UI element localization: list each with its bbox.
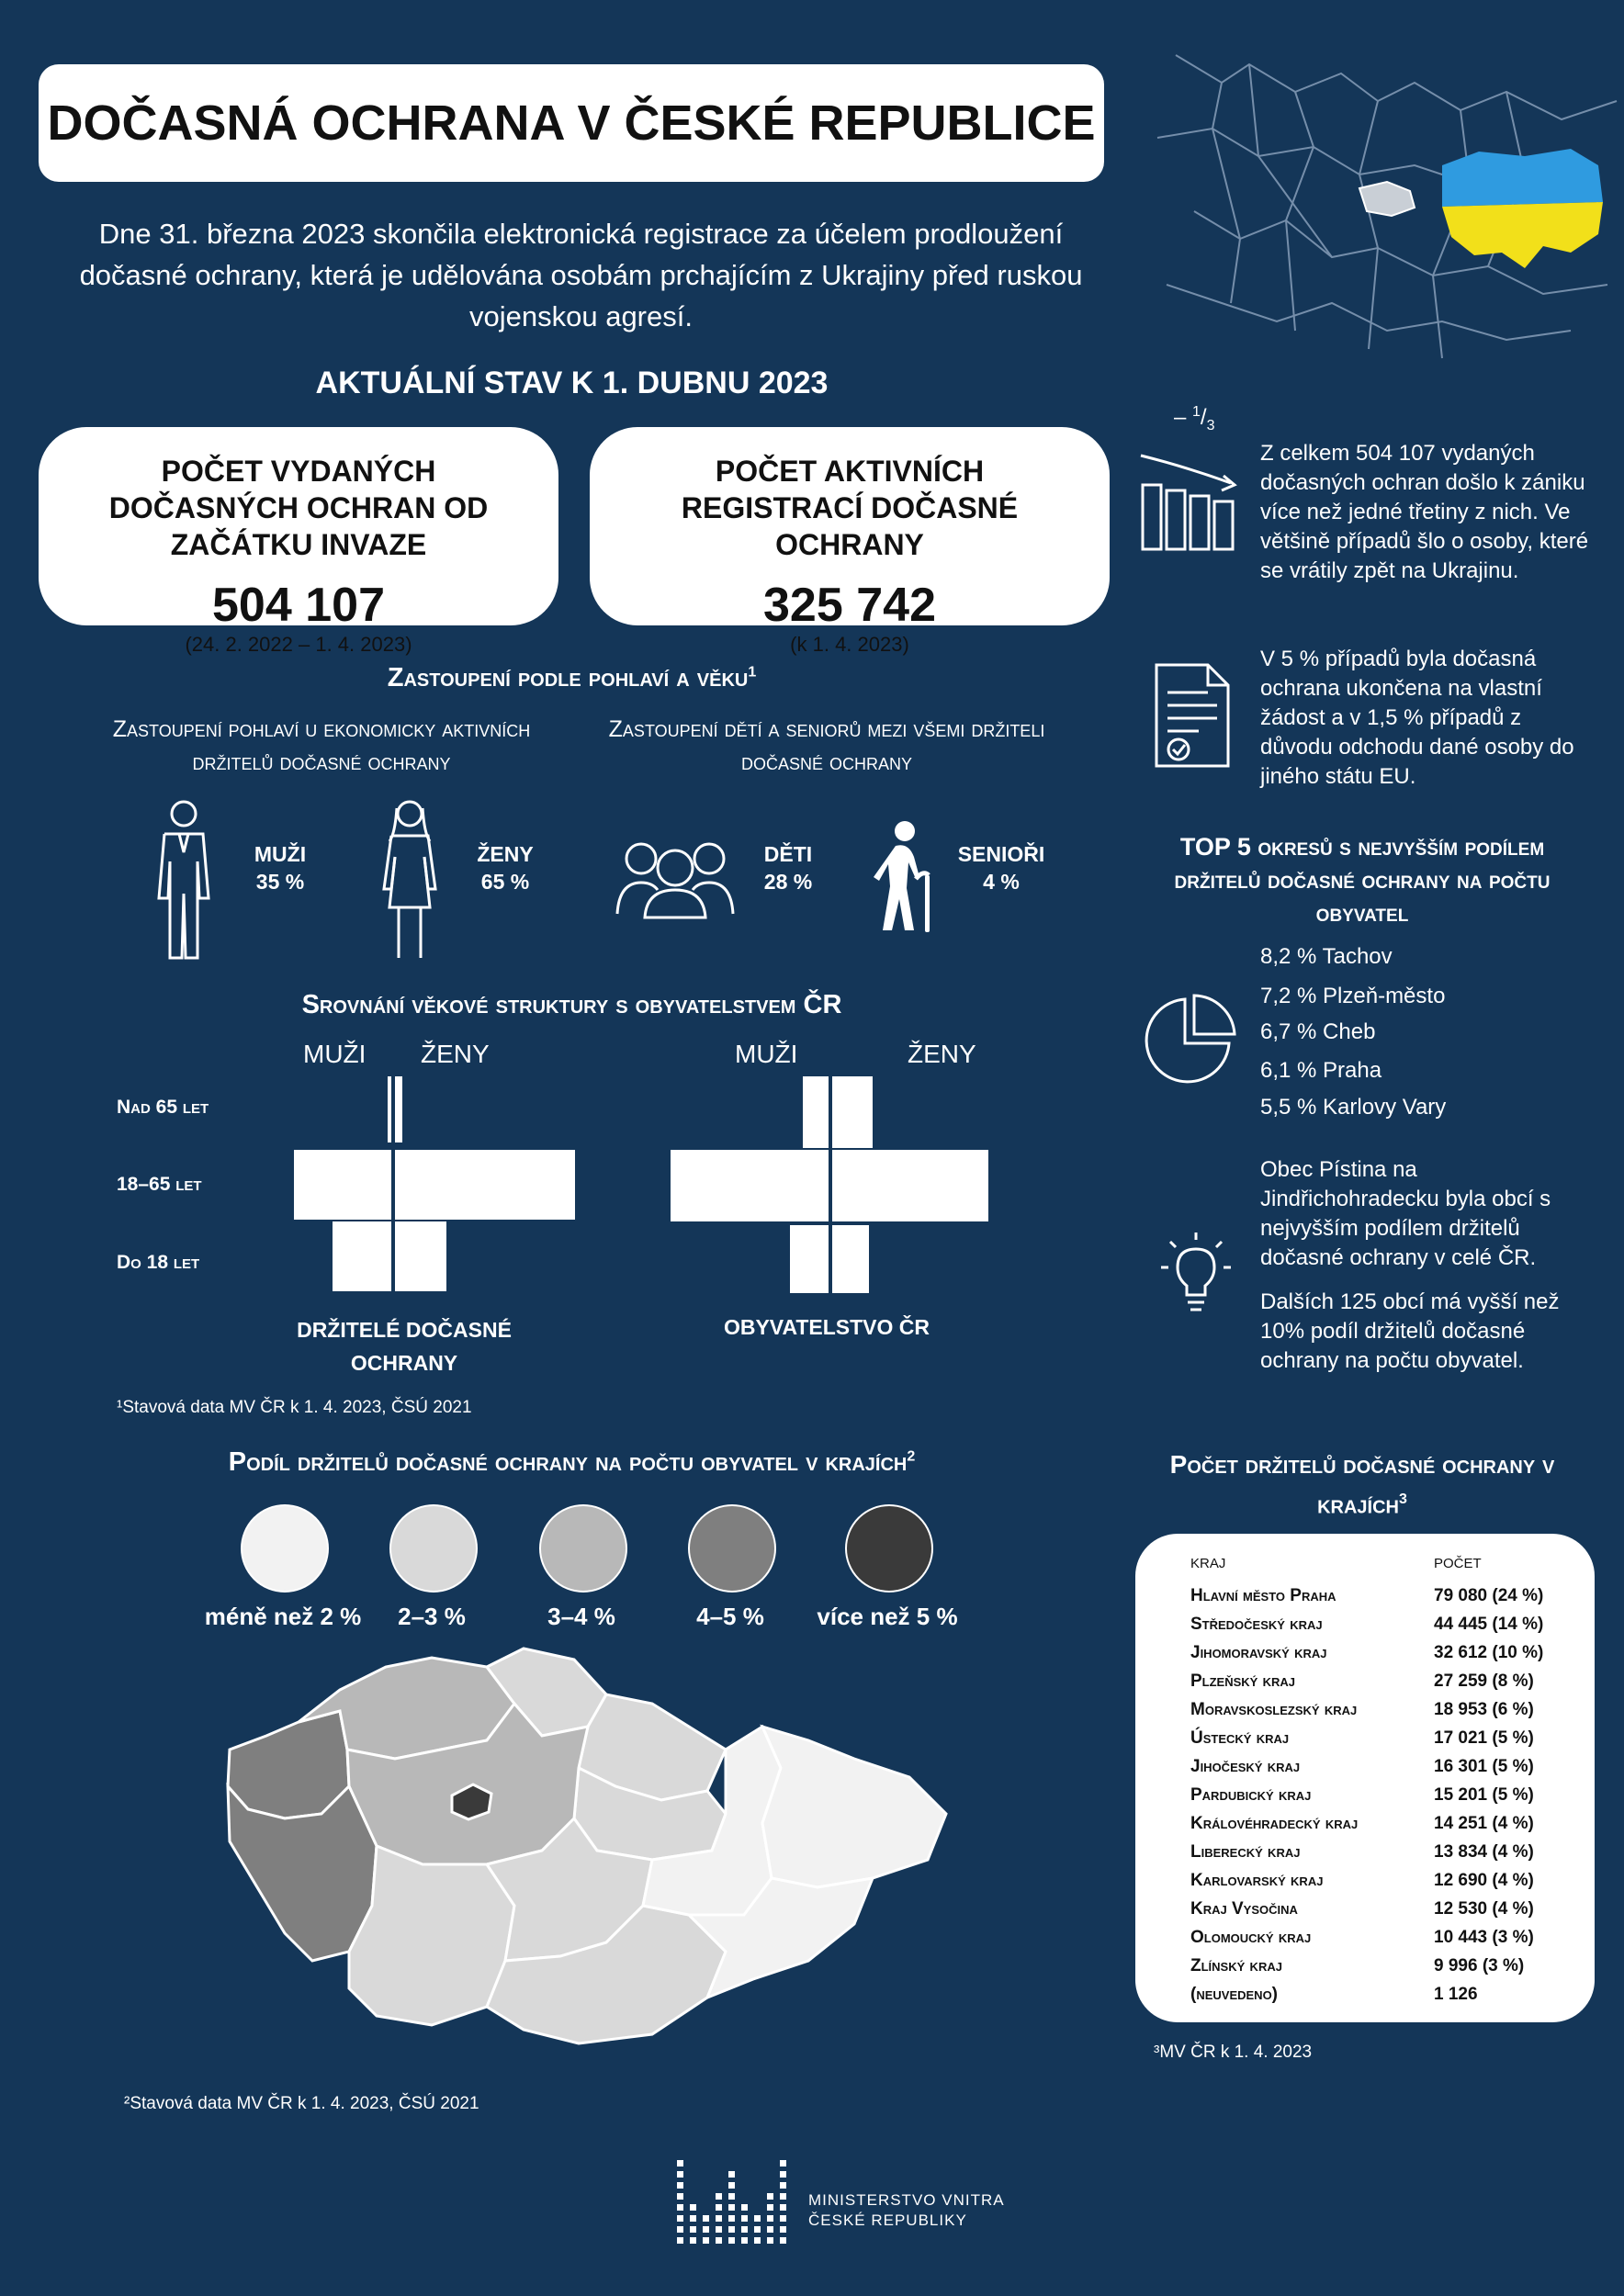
region-karlovarsky	[228, 1711, 349, 1818]
pyramid-right-men-label: MUŽI	[735, 1040, 798, 1068]
holders-men-under18-bar	[333, 1221, 391, 1291]
legend-circle-4-5	[688, 1504, 776, 1593]
population-women-18-65-bar	[832, 1150, 988, 1221]
active-note: (k 1. 4. 2023)	[790, 633, 909, 656]
footnote-2: ²Stavová data MV ČR k 1. 4. 2023, ČSÚ 2021	[124, 2094, 479, 2113]
table-row: Liberecký kraj 13 834 (4 %)	[1190, 1842, 1534, 1862]
active-card	[590, 427, 1110, 656]
legend-label-over5: více než 5 %	[817, 1603, 958, 1630]
pyramid-left-men-label: MUŽI	[303, 1040, 367, 1068]
fraction-text: Z celkem 504 107 vydaných dočasných ochran došlo k zániku více než jedné třetiny z nich. Ve většině případů šlo o osoby, které se vrátily zpět na Ukrajinu.	[1260, 441, 1589, 583]
holders-women-18-65-bar	[395, 1150, 575, 1220]
legend-label-4-5: 4–5 %	[696, 1603, 764, 1630]
legend-circle-3-4	[539, 1504, 627, 1593]
legend-circle-over5	[845, 1504, 933, 1593]
table-row: Jihomoravský kraj 32 612 (10 %)	[1190, 1643, 1544, 1662]
regions-table	[1135, 1534, 1595, 2022]
men-stat: MUŽI 35 %	[254, 842, 307, 894]
issued-heading: POČET VYDANÝCH DOČASNÝCH OCHRAN OD ZAČÁTKU INVAZE	[108, 455, 489, 561]
legend-label-3-4: 3–4 %	[547, 1603, 615, 1630]
pyramid-row-label-18-65: 18–65 let	[117, 1174, 202, 1195]
table-row: Pardubický kraj 15 201 (5 %)	[1190, 1785, 1534, 1805]
population-men-under18-bar	[790, 1225, 829, 1293]
legend-circle-2-3	[389, 1504, 478, 1593]
population-women-under18-bar	[832, 1225, 869, 1293]
table-row: Ústecký kraj 17 021 (5 %)	[1190, 1728, 1534, 1748]
region-moravskoslezsky	[762, 1727, 946, 1887]
population-men-18-65-bar	[671, 1150, 829, 1221]
pyramid-left-caption: DRŽITELÉ DOČASNÉ OCHRANY	[297, 1318, 512, 1375]
table-title: Počet držitelů dočasné ochrany v krajích$^3$	[1169, 1450, 1555, 1519]
ministry-logo-text: MINISTERSTVO VNITRA ČESKÉ REPUBLIKY	[808, 2191, 1005, 2229]
issued-note: (24. 2. 2022 – 1. 4. 2023)	[185, 633, 412, 656]
status-title: AKTUÁLNÍ STAV K 1. DUBNU 2023	[315, 366, 829, 400]
declining-bars-icon	[1139, 439, 1249, 558]
table-row: Hlavní město Praha 79 080 (24 %)	[1190, 1586, 1544, 1605]
senior-icon	[868, 820, 942, 932]
legend-circle-under2	[241, 1504, 329, 1593]
legend-label-under2: méně než 2 %	[204, 1603, 362, 1630]
top5-item-4: 6,1 % Praha	[1260, 1058, 1382, 1083]
czech-shape	[1359, 182, 1415, 216]
holders-men-18-65-bar	[294, 1150, 391, 1220]
holders-women-under18-bar	[395, 1221, 446, 1291]
europe-map-graphic	[1139, 28, 1624, 377]
table-row: (neuvedeno) 1 126	[1190, 1985, 1478, 2004]
pyramid-section-title: Srovnání věkové struktury s obyvatelstvem ČR	[301, 990, 842, 1019]
children-icon	[615, 831, 735, 919]
holders-women-65plus-bar	[395, 1076, 402, 1142]
ministry-logo-icon	[675, 2160, 793, 2250]
fraction-label: – $^1/_3$	[1174, 404, 1215, 433]
czech-regions-map	[211, 1639, 974, 2057]
active-heading: POČET AKTIVNÍCH REGISTRACÍ DOČASNÉ OCHRANY	[681, 455, 1019, 561]
gender-right-subtitle: Zastoupení dětí a seniorů mezi všemi držiteli dočasné ochrany	[608, 716, 1045, 775]
table-row: Královéhradecký kraj 14 251 (4 %)	[1190, 1814, 1534, 1833]
legend-label-2-3: 2–3 %	[398, 1603, 466, 1630]
pie-chart-icon	[1139, 990, 1240, 1091]
man-icon	[152, 797, 216, 961]
document-text: V 5 % případů byla dočasná ochrana ukončena na vlastní žádost a v 1,5 % případů z důvodu odchodu dané osoby do jiného státu EU.	[1260, 647, 1574, 789]
issued-card	[39, 427, 558, 656]
top5-item-5: 5,5 % Karlovy Vary	[1260, 1095, 1447, 1120]
pyramid-left-women-label: ŽENY	[421, 1040, 490, 1068]
regions-section-title: Podíl držitelů dočasné ochrany na počtu obyvatel v krajích$^2$	[228, 1447, 916, 1477]
bulb-text-1: Obec Pístina na Jindřichohradecku byla obcí s nejvyšším podílem držitelů dočasné ochrany v celé ČR.	[1260, 1157, 1551, 1270]
top5-title: TOP 5 okresů s nejvyšším podílem držitelů dočasné ochrany na počtu obyvatel	[1174, 833, 1551, 927]
lightbulb-icon	[1159, 1229, 1233, 1321]
kids-stat: DĚTI 28 %	[763, 842, 813, 894]
pyramid-right-women-label: ŽENY	[908, 1040, 976, 1068]
table-row: Středočeský kraj 44 445 (14 %)	[1190, 1615, 1544, 1634]
seniors-stat: SENIOŘI 4 %	[957, 842, 1045, 894]
table-row: Kraj Vysočina 12 530 (4 %)	[1190, 1899, 1534, 1919]
ukraine-yellow	[1442, 202, 1603, 268]
pyramid-right-caption: OBYVATELSTVO ČR	[723, 1315, 930, 1339]
bulb-text-2: Dalších 125 obcí má vyšší než 10% podíl držitelů dočasné ochrany na počtu obyvatel.	[1260, 1289, 1560, 1373]
pyramid-row-label-65plus: Nad 65 let	[117, 1097, 209, 1118]
active-value: 325 742	[763, 579, 936, 632]
table-row: Plzeňský kraj 27 259 (8 %)	[1190, 1671, 1534, 1691]
holders-men-65plus-bar	[388, 1076, 391, 1142]
gender-left-subtitle: Zastoupení pohlaví u ekonomicky aktivních držitelů dočasné ochrany	[112, 716, 531, 775]
footnote-3: ³MV ČR k 1. 4. 2023	[1154, 2043, 1313, 2062]
issued-value: 504 107	[212, 579, 385, 632]
table-row: Zlínský kraj 9 996 (3 %)	[1190, 1956, 1525, 1975]
intro-text: Dne 31. března 2023 skončila elektronická registrace za účelem prodloužení dočasné ochrany, která je udělována osobám prchajícím z Ukrajiny před ruskou vojenskou agresí.	[79, 218, 1083, 332]
woman-icon	[375, 797, 445, 961]
table-row: Moravskoslezský kraj 18 953 (6 %)	[1190, 1700, 1534, 1719]
document-icon	[1153, 661, 1232, 770]
table-row: Olomoucký kraj 10 443 (3 %)	[1190, 1928, 1534, 1947]
table-row: Karlovarský kraj 12 690 (4 %)	[1190, 1871, 1534, 1890]
population-women-65plus-bar	[832, 1076, 873, 1148]
population-men-65plus-bar	[803, 1076, 829, 1148]
table-head-count: POČET	[1434, 1556, 1482, 1571]
table-row: Jihočeský kraj 16 301 (5 %)	[1190, 1757, 1534, 1776]
page-title: DOČASNÁ OCHRANA V ČESKÉ REPUBLICE	[39, 64, 1104, 182]
top5-item-1: 8,2 % Tachov	[1260, 944, 1393, 969]
footnote-1: ¹Stavová data MV ČR k 1. 4. 2023, ČSÚ 2021	[117, 1398, 472, 1417]
pyramid-row-label-under18: Do 18 let	[117, 1252, 200, 1273]
women-stat: ŽENY 65 %	[477, 842, 534, 894]
gender-section-title: Zastoupení podle pohlaví a věku$^1$	[387, 663, 757, 692]
top5-item-2: 7,2 % Plzeň-město	[1260, 984, 1446, 1008]
table-head-region: KRAJ	[1190, 1556, 1226, 1571]
ukraine-blue	[1442, 149, 1603, 207]
top5-item-3: 6,7 % Cheb	[1260, 1019, 1376, 1044]
